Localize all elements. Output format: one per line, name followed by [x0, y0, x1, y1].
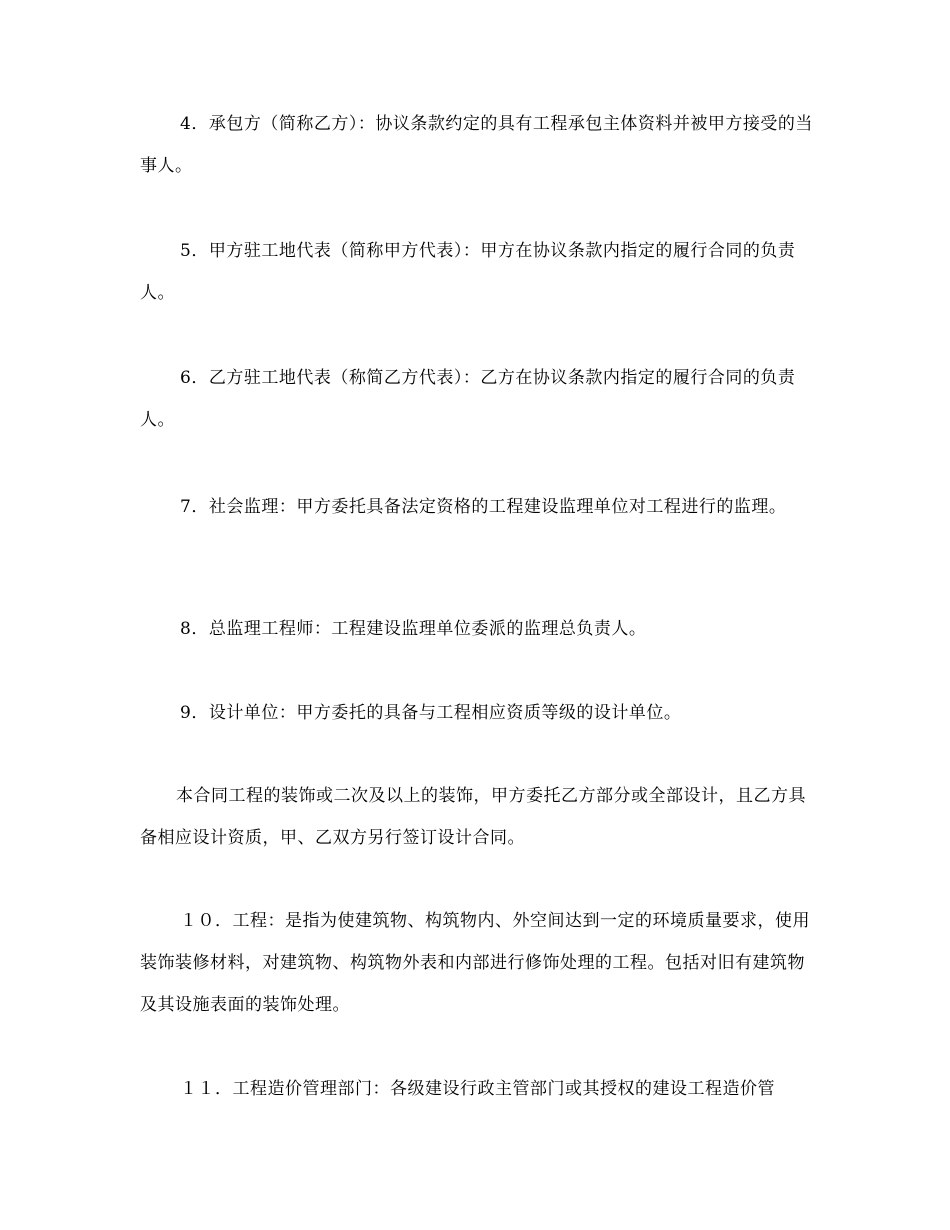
paragraph-contractor-definition: 4．承包方（简称乙方）：协议条款约定的具有工程承包主体资料并被甲方接受的当事人。 [140, 114, 813, 176]
paragraph-cost-management-department: １１．工程造价管理部门：各级建设行政主管部门或其授权的建设工程造价管 [180, 1079, 775, 1099]
paragraph-party-a-representative: 5．甲方驻工地代表（简称甲方代表）：甲方在协议条款内指定的履行合同的负责人。 [140, 241, 796, 303]
paragraph-chief-supervisor: 8．总监理工程师：工程建设监理单位委派的监理总负责人。 [180, 619, 647, 639]
paragraph-social-supervision: 7．社会监理：甲方委托具备法定资格的工程建设监理单位对工程进行的监理。 [180, 497, 787, 517]
paragraph-design-unit: 9．设计单位：甲方委托的具备与工程相应资质等级的设计单位。 [180, 703, 682, 723]
paragraph-design-contract: 本合同工程的装饰或二次及以上的装饰，甲方委托乙方部分或全部设计，且乙方具备相应设计资质，甲、乙双方另行签订设计合同。 [140, 786, 806, 848]
paragraph-engineering-definition: １０．工程：是指为使建筑物、构筑物内、外空间达到一定的环境质量要求，使用装饰装修材料，对建筑物、构筑物外表和内部进行修饰处理的工程。包括对旧有建筑物及其设施表面的装饰处理。 [140, 911, 810, 1015]
paragraph-party-b-representative: 6．乙方驻工地代表（称简乙方代表）：乙方在协议条款内指定的履行合同的负责人。 [140, 368, 796, 430]
